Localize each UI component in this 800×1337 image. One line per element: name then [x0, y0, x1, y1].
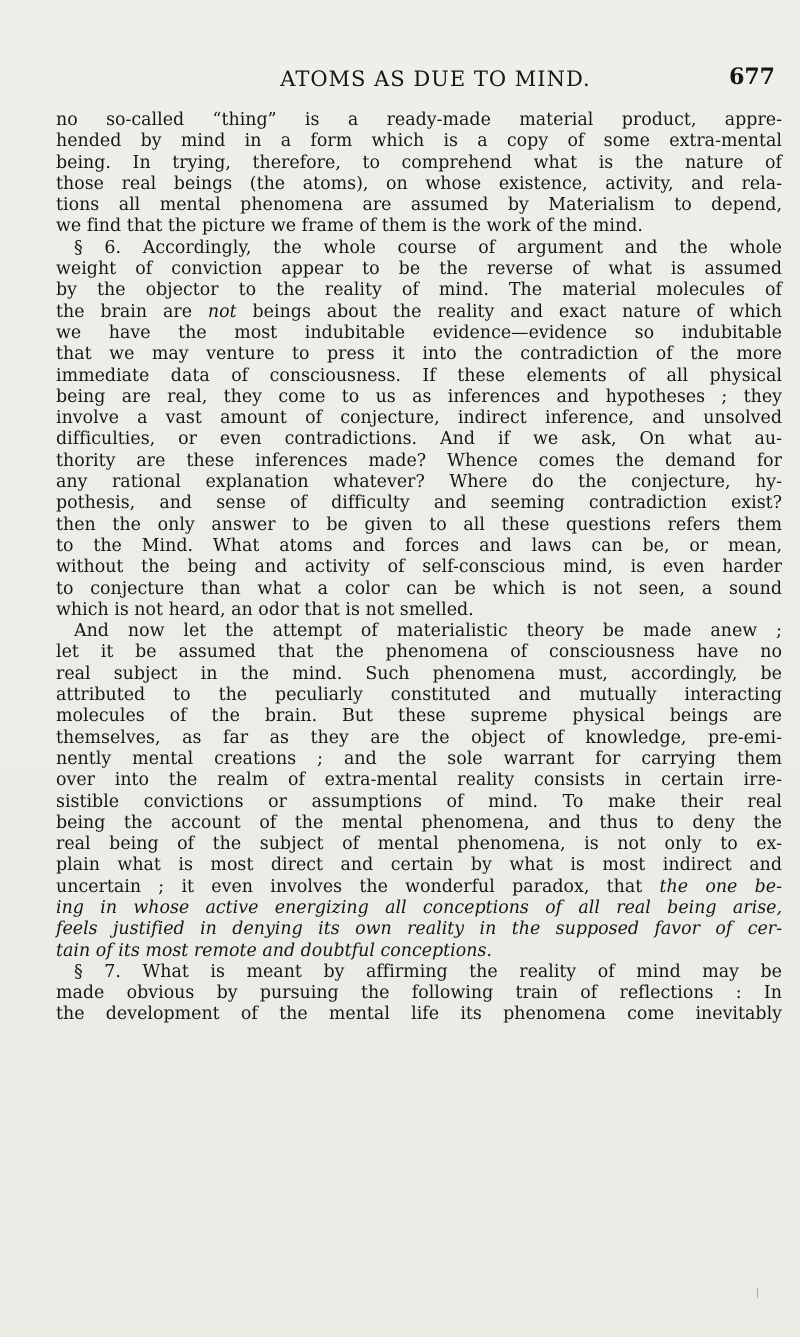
text-line: which is not heard, an odor that is not smelled. [56, 599, 474, 620]
text-line: being the account of the mental phenomena, and thus to deny the [56, 812, 782, 833]
text-line: molecules of the brain. But these supreme physical beings are [56, 706, 782, 727]
text-line: tions all mental phenomena are assumed by Materialism to depend, [56, 195, 782, 216]
text-line: any rational explanation whatever? Where do the conjecture, hy- [56, 472, 782, 493]
text-line: themselves, as far as they are the object of knowledge, pre-emi- [56, 727, 782, 748]
italic-line: feels justified in denying its own reality in the supposed favor of cer- [56, 919, 782, 940]
italic-phrase: the one be- [659, 876, 782, 897]
section-6-start: § 6. Accordingly, the whole course of argument and the whole [74, 237, 782, 258]
text-line: involve a vast amount of conjecture, indirect inference, and unsolved [56, 408, 782, 429]
section-7-start: § 7. What is meant by affirming the reality of mind may be [74, 961, 782, 982]
text-line: plain what is most direct and certain by what is most indirect and [56, 855, 782, 876]
text-line: to the Mind. What atoms and forces and laws can be, or mean, [56, 535, 782, 556]
body-text [56, 110, 782, 1026]
text-segment: the brain are [56, 301, 208, 322]
text-line: nently mental creations ; and the sole warrant for carrying them [56, 748, 782, 769]
text-line: being. In trying, therefore, to comprehend what is the nature of [56, 152, 782, 173]
text-line: to conjecture than what a color can be which is not seen, a sound [56, 578, 782, 599]
text-line: pothesis, and sense of difficulty and seeming contradiction exist? [56, 493, 782, 514]
text-line: let it be assumed that the phenomena of consciousness have no [56, 642, 782, 663]
text-line: the development of the mental life its phenomena come inevitably [56, 1004, 782, 1025]
text-line: then the only answer to be given to all these questions refers them [56, 514, 782, 535]
text-line: made obvious by pursuing the following train of reflections : In [56, 983, 782, 1004]
page-speck-mark [757, 1288, 758, 1298]
text-line: being are real, they come to us as inferences and hypotheses ; they [56, 386, 782, 407]
text-line: immediate data of consciousness. If these elements of all physical [56, 365, 782, 386]
text-line: we have the most indubitable evidence—evidence so indubitable [56, 322, 782, 343]
page-number: 677 [729, 64, 775, 90]
text-line: that we may venture to press it into the contradiction of the more [56, 344, 782, 365]
text-segment: beings about the reality and exact nature of which [236, 301, 782, 322]
text-line: over into the realm of extra-mental reality consists in certain irre- [56, 770, 782, 791]
text-line: attributed to the peculiarly constituted and mutually interacting [56, 685, 782, 706]
text-line: real subject in the mind. Such phenomena must, accordingly, be [56, 663, 782, 684]
text-line: thority are these inferences made? Whence comes the demand for [56, 450, 782, 471]
running-head [96, 64, 775, 94]
text-line-with-italic [56, 877, 782, 898]
text-line-with-italic [56, 302, 782, 323]
text-line: difficulties, or even contradictions. And if we ask, On what au- [56, 429, 782, 450]
italic-line: ing in whose active energizing all conceptions of all real being arise, [56, 897, 782, 918]
text-line: weight of conviction appear to be the reverse of what is assumed [56, 259, 782, 280]
running-title: ATOMS AS DUE TO MIND. [280, 67, 591, 91]
text-line: hended by mind in a form which is a copy of some extra-mental [56, 131, 782, 152]
text-line: real being of the subject of mental phenomena, is not only to ex- [56, 834, 782, 855]
text-line: we find that the picture we frame of them is the work of the mind. [56, 216, 643, 237]
text-line: by the objector to the reality of mind. The material molecules of [56, 280, 782, 301]
text-line: without the being and activity of self-conscious mind, is even harder [56, 557, 782, 578]
text-line: those real beings (the atoms), on whose existence, activity, and rela- [56, 173, 782, 194]
text-line: sistible convictions or assumptions of mind. To make their real [56, 791, 782, 812]
text-line: no so-called “thing” is a ready-made material product, appre- [56, 110, 782, 130]
text-segment: uncertain ; it even involves the wonderful paradox, that [56, 876, 660, 897]
italic-word: not [207, 301, 237, 322]
italic-line: tain of its most remote and doubtful conceptions. [56, 940, 492, 961]
paragraph-start: And now let the attempt of materialistic theory be made anew ; [74, 621, 782, 642]
